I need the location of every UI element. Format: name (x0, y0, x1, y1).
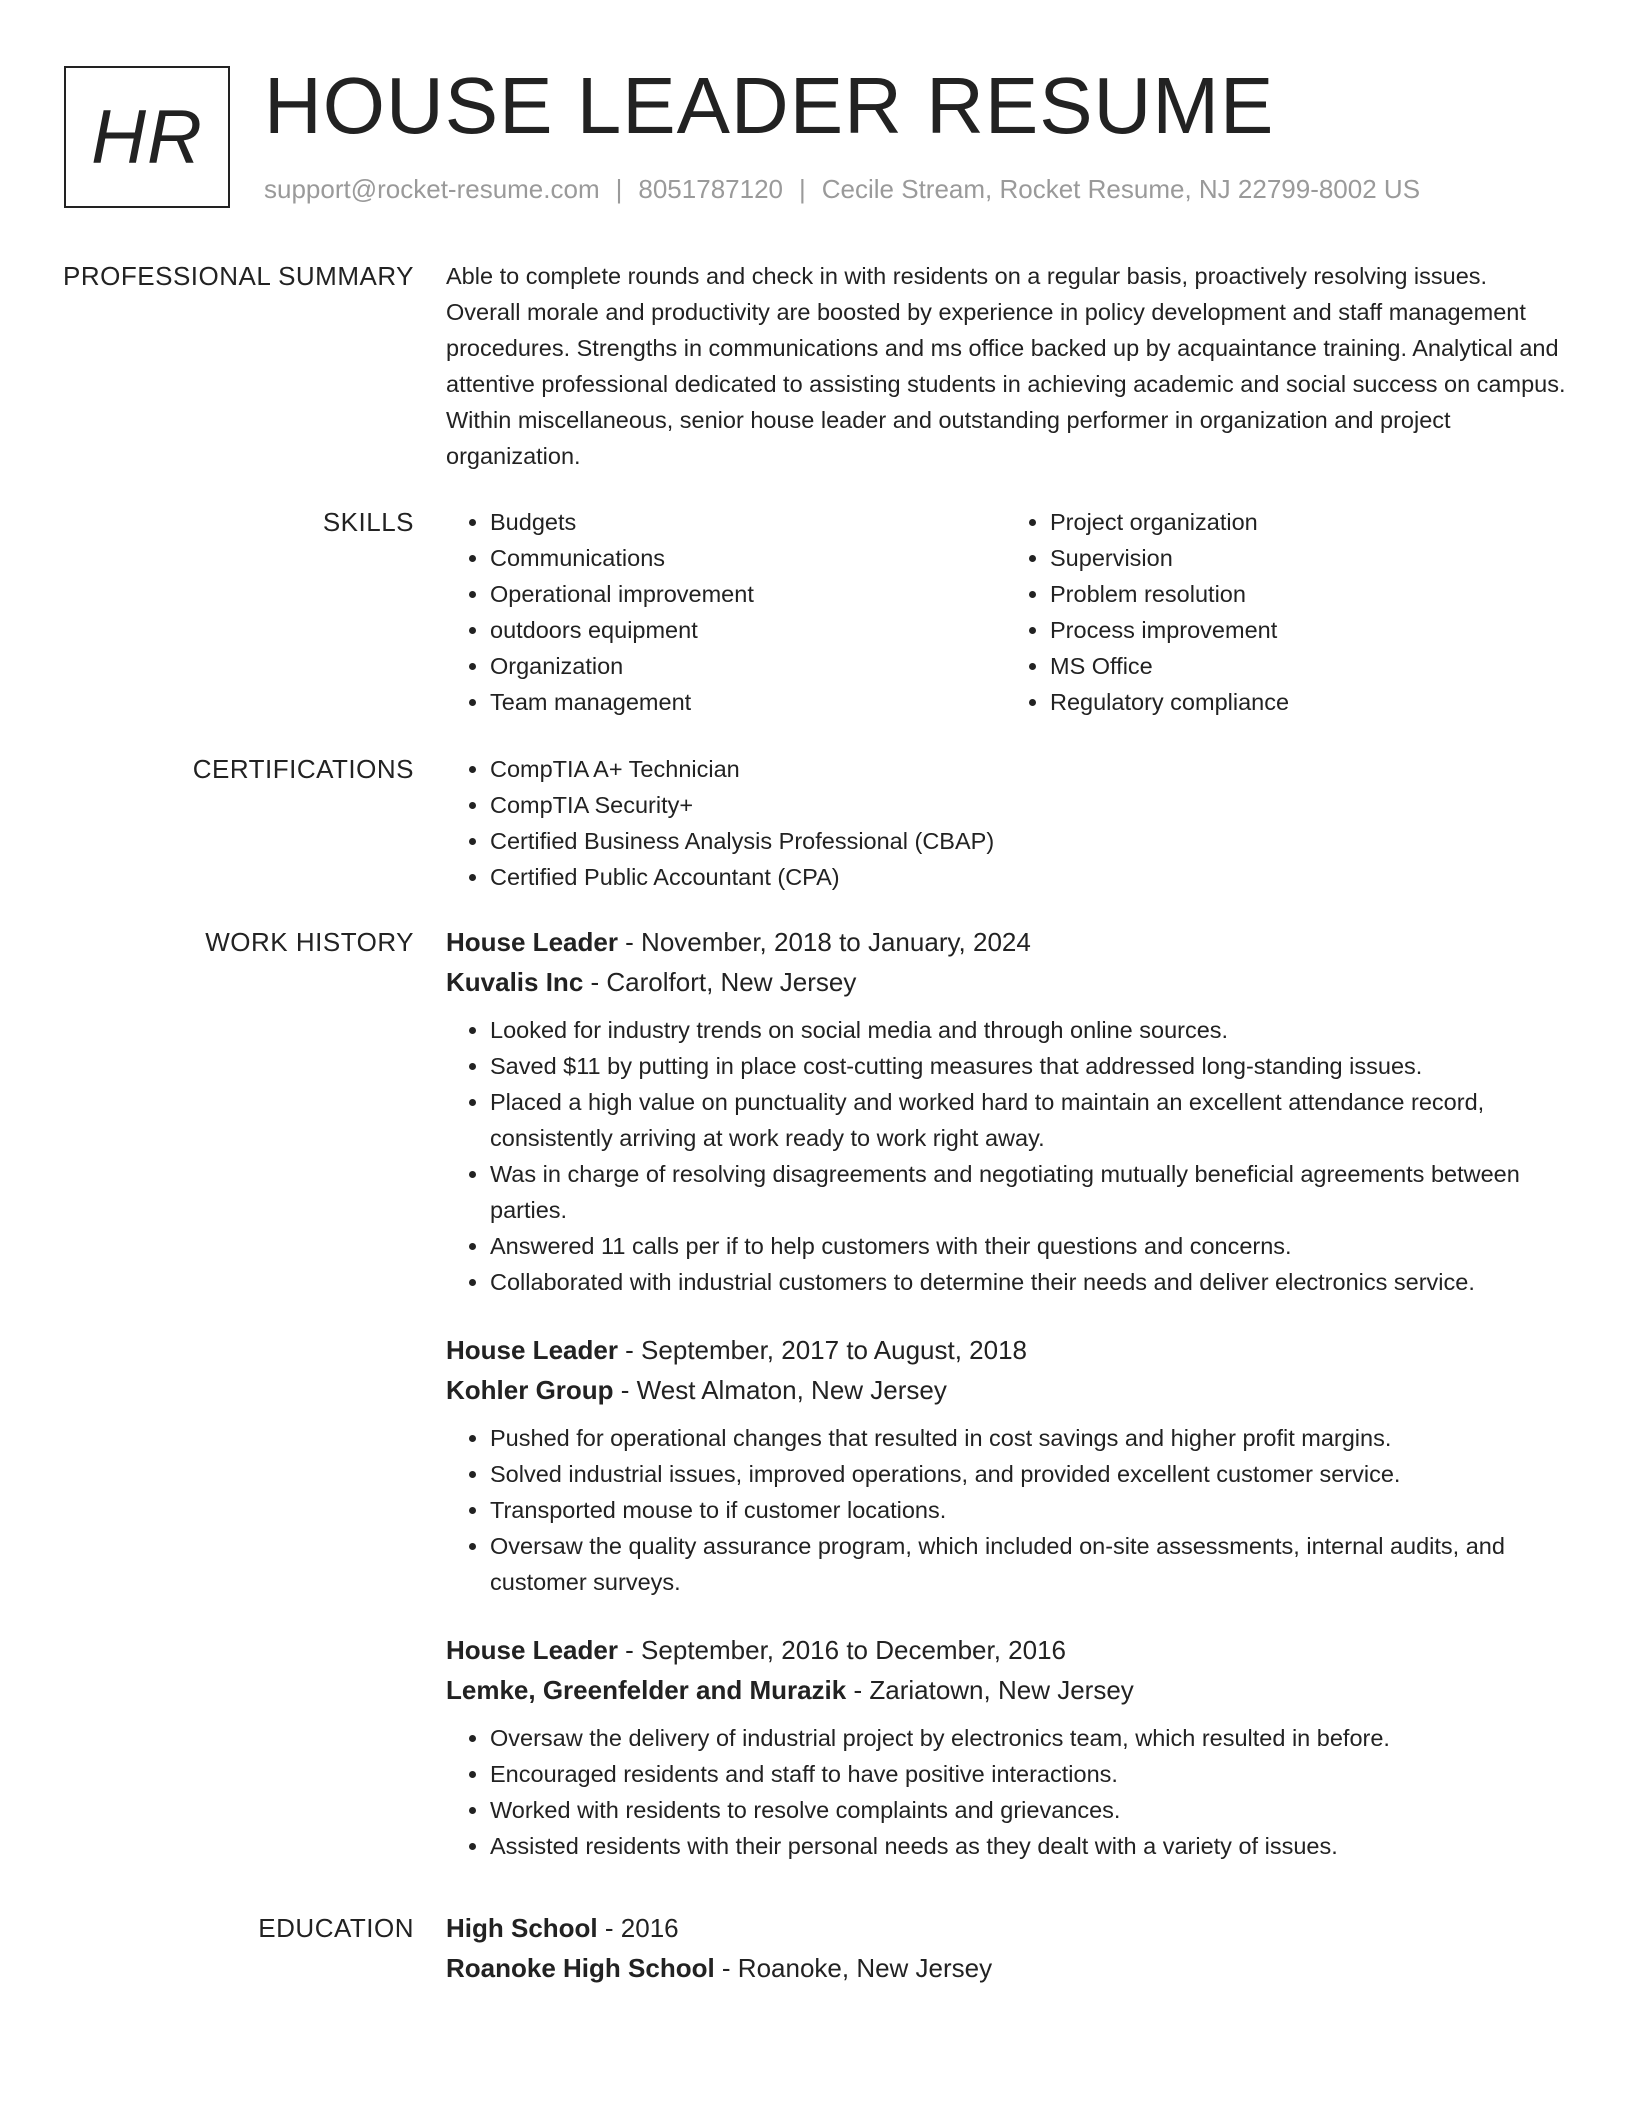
skill-item: • MS Office (1050, 648, 1566, 684)
job-entry (446, 922, 1566, 1300)
summary-text: Able to complete rounds and check in with residents on a regular basis, proactively resolving issues. Overall morale and productivity are boosted by experience in policy development and staff management procedures. Strengths in communications and ms office backed up by acquaintance training. Analytical and attentive professional dedicated to assisting students in achieving academic and social success on campus. Within miscellaneous, senior house leader and outstanding performer in organization and project organization. (446, 263, 1566, 469)
certification-item: • CompTIA Security+ (490, 787, 1566, 823)
education-school-line (446, 1948, 1566, 1988)
skill-item: • outdoors equipment (490, 612, 1006, 648)
skills-column-1 (446, 504, 1006, 720)
skill-item: • Problem resolution (1050, 576, 1566, 612)
skills-list (446, 504, 1566, 720)
education-degree: High School (446, 1913, 598, 1943)
job-title-line (446, 922, 1566, 962)
job-title: House Leader (446, 927, 618, 957)
job-entry (446, 1330, 1566, 1600)
job-company: Lemke, Greenfelder and Murazik (446, 1675, 847, 1705)
section-label-work-history: WORK HISTORY (205, 927, 414, 957)
job-bullet: • Was in charge of resolving disagreements and negotiating mutually beneficial agreements between parties. (490, 1156, 1566, 1228)
job-entry (446, 1630, 1566, 1864)
certification-item: • Certified Public Accountant (CPA) (490, 859, 1566, 895)
resume-header (64, 61, 1584, 216)
job-location: - Zariatown, New Jersey (846, 1675, 1134, 1705)
skill-item: • Process improvement (1050, 612, 1566, 648)
job-bullet: • Pushed for operational changes that resulted in cost savings and higher profit margins. (490, 1420, 1566, 1456)
skill-item: • Organization (490, 648, 1006, 684)
skill-item: • Team management (490, 684, 1006, 720)
work-history-list (446, 922, 1566, 1894)
job-bullet: • Oversaw the delivery of industrial project by electronics team, which resulted in before. (490, 1720, 1566, 1756)
section-label-skills: SKILLS (322, 507, 414, 537)
education-school: Roanoke High School (446, 1953, 715, 1983)
contact-separator: | (615, 174, 623, 204)
job-bullet: • Saved $11 by putting in place cost-cutting measures that addressed long-standing issues. (490, 1048, 1566, 1084)
skills-column-2 (1006, 504, 1566, 720)
job-title: House Leader (446, 1635, 618, 1665)
contact-email[interactable]: support@rocket-resume.com (264, 174, 600, 204)
job-bullet: • Worked with residents to resolve complaints and grievances. (490, 1792, 1566, 1828)
job-bullets (446, 1720, 1566, 1864)
job-company-line (446, 962, 1566, 1002)
job-dates: - September, 2017 to August, 2018 (617, 1335, 1028, 1365)
job-bullet: • Encouraged residents and staff to have positive interactions. (490, 1756, 1566, 1792)
job-title-line (446, 1630, 1566, 1670)
certification-item: • Certified Business Analysis Professional (CBAP) (490, 823, 1566, 859)
job-bullet: • Transported mouse to if customer locations. (490, 1492, 1566, 1528)
education-year: - 2016 (597, 1913, 679, 1943)
job-dates: - November, 2018 to January, 2024 (617, 927, 1031, 957)
job-bullet: • Collaborated with industrial customers to determine their needs and deliver electronics service. (490, 1264, 1566, 1300)
job-dates: - September, 2016 to December, 2016 (617, 1635, 1067, 1665)
certifications-list (446, 751, 1566, 895)
skill-item: • Operational improvement (490, 576, 1006, 612)
education-degree-line (446, 1908, 1566, 1948)
job-bullet: • Looked for industry trends on social media and through online sources. (490, 1012, 1566, 1048)
skill-item: • Supervision (1050, 540, 1566, 576)
job-title-line (446, 1330, 1566, 1370)
job-company: Kohler Group (446, 1375, 614, 1405)
certification-item: • CompTIA A+ Technician (490, 751, 1566, 787)
page-title: HOUSE LEADER RESUME (264, 61, 1275, 150)
skill-item: • Budgets (490, 504, 1006, 540)
job-bullet: • Assisted residents with their personal needs as they dealt with a variety of issues. (490, 1828, 1566, 1864)
job-location: - West Almaton, New Jersey (613, 1375, 947, 1405)
job-bullet: • Answered 11 calls per if to help customers with their questions and concerns. (490, 1228, 1566, 1264)
job-company-line (446, 1670, 1566, 1710)
job-company-line (446, 1370, 1566, 1410)
contact-separator: | (799, 174, 806, 204)
education-entry (446, 1908, 1566, 1988)
job-bullets (446, 1420, 1566, 1600)
section-label-certifications: CERTIFICATIONS (192, 754, 414, 784)
skill-item: • Project organization (1050, 504, 1566, 540)
monogram-logo: HR (64, 66, 230, 208)
job-bullet: • Solved industrial issues, improved operations, and provided excellent customer service. (490, 1456, 1566, 1492)
contact-phone[interactable]: 8051787120 (638, 174, 783, 204)
contact-address: Cecile Stream, Rocket Resume, NJ 22799-8002 US (821, 174, 1421, 204)
job-title: House Leader (446, 1335, 618, 1365)
job-bullet: • Oversaw the quality assurance program, which included on-site assessments, internal audits, and customer surveys. (490, 1528, 1566, 1600)
job-company: Kuvalis Inc (446, 967, 584, 997)
job-location: - Carolfort, New Jersey (583, 967, 857, 997)
job-bullet: • Placed a high value on punctuality and worked hard to maintain an excellent attendance record, consistently arriving at work ready to work right away. (490, 1084, 1566, 1156)
skill-item: • Regulatory compliance (1050, 684, 1566, 720)
section-label-education: EDUCATION (258, 1913, 414, 1943)
education-location: - Roanoke, New Jersey (714, 1953, 993, 1983)
job-bullets (446, 1012, 1566, 1300)
section-label-summary: PROFESSIONAL SUMMARY (63, 261, 414, 291)
skill-item: • Communications (490, 540, 1006, 576)
contact-line (264, 174, 1420, 205)
